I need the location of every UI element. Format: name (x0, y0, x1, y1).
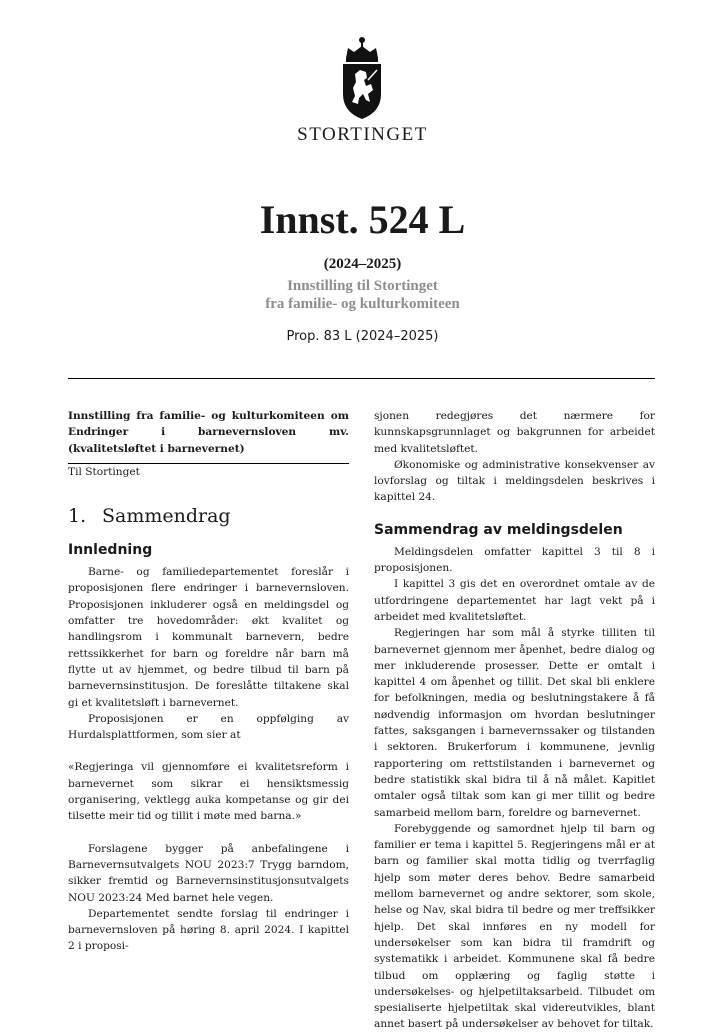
paragraph: Barne- og familiedepartementet foreslår i proposisjonen flere endringer i barnevernsloven. Proposisjonen inkluderer også en meldingsdel og omfatter tre hovedområder: økt kvalitet og handlingsrom i kommunalt barnevern, bedre rettssikkerhet for barn og foreldre når barn må flytte ut av hjemmet, og bedre tilbud til barn på barnevernsinstitusjon. De foreslåtte tiltakene skal gi et kvalitetsløft i barnevernet. (68, 566, 349, 709)
paragraph: Forslagene bygger på anbefalingene i Barnevernsutvalgets NOU 2023:7 Trygg barndom, sikker fremtid og Barnevernsinstitusjonsutvalgets NOU 2023:24 Med barnet hele vegen. (68, 842, 349, 904)
document-title: Innst. 524 L (259, 197, 466, 242)
intro-heading: Innstilling fra familie- og kulturkomiteen om Endringer i barnevernsloven mv. (kvalitetsløftet i barnevernet) (68, 410, 349, 455)
chapter-number: 1. (68, 505, 87, 528)
paragraph: Meldingsdelen omfatter kapittel 3 til 8 i proposisjonen. (374, 545, 655, 575)
chapter-heading (68, 504, 349, 528)
paragraph: Proposisjonen er en oppfølging av Hurdalsplattformen, som sier at (68, 712, 349, 742)
left-column (68, 408, 349, 955)
paragraph: Økonomiske og administrative konsekvenser av lovforslag og tiltak i meldingsdelen beskrives i kapittel 24. (374, 458, 655, 504)
coat-of-arms-crest (337, 36, 387, 120)
session-period: (2024–2025) (323, 256, 402, 272)
header-divider (68, 378, 655, 379)
paragraph: Forebyggende og samordnet hjelp til barn og familier er tema i kapittel 5. Regjeringens mål er at barn og familier skal motta tidlig og tverrfaglig hjelp som møter deres behov. Bedre samarbeid mellom barnevernet og andre sektorer, som skole, helse og Nav, skal bidra til bedre og mer treffsikker hjelp. Det skal innføres en ny modell for undersøkelser som kan bidra til framdrift og systematikk i arbeidet. Kommunene skal få bedre tilbud om opplæring og faglig støtte i undersøkelses- og hjelpetiltaksarbeid. Tilbudet om spesialiserte hjelpetiltak skal videreutvikles, blant annet basert på undersøkelser av behovet for tiltak. (374, 822, 655, 1031)
organization-name: STORTINGET (297, 124, 428, 145)
paragraph: Regjeringen har som mål å styrke tilliten til barnevernet gjennom mer åpenhet, bedre dialog og mer inkluderende prosesser. Dette er omtalt i kapittel 4 om åpenhet og tillit. Det skal bli enklere for befolkningen, media og beslutningstakere å få nødvendig informasjon om hvordan beslutninger fattes, saksgangen i barnevernssaker og tilstanden i sektoren. Brukerforum i kommunene, jevnlig rapportering om rettstilstanden i barnevernet og bedre statistikk skal bidra til å nå målet. Kapitlet omtaler også tiltak som kan gi mer tillit og bedre samarbeid mellom barn, foreldre og barnevernet. (374, 627, 655, 819)
subtitle-line-2: fra familie- og kulturkomiteen (265, 296, 460, 312)
paragraph: Departementet sendte forslag til endringer i barnevernsloven på høring 8. april 2024. I kapittel 2 i proposi- (68, 907, 349, 953)
chapter-title: Sammendrag (102, 505, 231, 528)
paragraph: sjonen redegjøres det nærmere for kunnskapsgrunnlaget og bakgrunnen for arbeidet med kvalitetsløftet. (374, 410, 655, 455)
proposition-reference: Prop. 83 L (2024–2025) (286, 329, 439, 344)
subtitle-line-1: Innstilling til Stortinget (287, 278, 438, 294)
right-column (374, 408, 655, 1033)
quote: «Regjeringa vil gjennomføre ei kvalitetsreform i barnevernet som sikrar ei hensiktsmessig organisering, vektlegg auka kompetanse og gir dei tilsette meir tid og tillit i møte med barna.» (68, 761, 349, 823)
section-heading-meldingsdelen: Sammendrag av meldingsdelen (374, 521, 623, 538)
subtitle (0, 277, 725, 313)
addressee: Til Stortinget (68, 465, 140, 478)
section-heading-innledning: Innledning (68, 542, 153, 559)
paragraph: I kapittel 3 gis det en overordnet omtale av de utfordringene departementet har lagt vekt på i arbeidet med kvalitetsløftet. (374, 578, 655, 623)
